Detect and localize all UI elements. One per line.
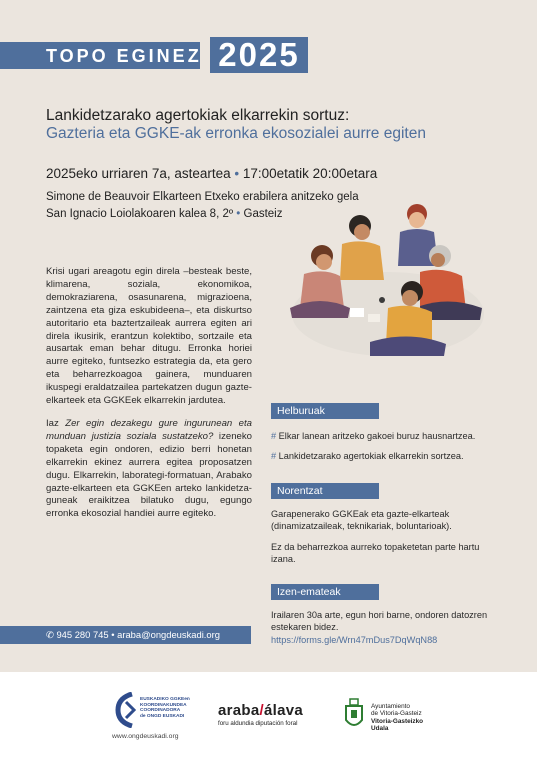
- group-illustration: [270, 196, 490, 366]
- helburuak-item-text: Lankidetzarako agertokiak elkarrekin sortzea.: [278, 451, 464, 461]
- body-paragraph-2: [46, 418, 252, 521]
- araba-logo-left: araba: [218, 702, 260, 719]
- helburuak-item: [271, 430, 491, 442]
- event-datetime: [46, 166, 377, 181]
- section-heading-helburuak: Helburuak: [271, 403, 379, 419]
- section-heading-izen-emateak: Izen-emateak: [271, 584, 379, 600]
- event-venue: Simone de Beauvoir Elkarteen Etxeko erabilera anitzeko gela: [46, 191, 359, 203]
- ayuntamiento-line: Vitoria-Gasteizko: [371, 717, 424, 725]
- izen-emateak-text: Irailaren 30a arte, egun hori barne, ondoren datozren estekaren bidez.: [271, 610, 488, 632]
- event-time: 17:00etatik 20:00etara: [242, 166, 378, 181]
- helburuak-item: [271, 450, 491, 462]
- hash-icon: #: [271, 431, 279, 441]
- event-address-line: [46, 208, 283, 220]
- person-face: [409, 212, 425, 228]
- body-p2-prefix: Iaz: [46, 417, 66, 429]
- registration-link[interactable]: https://forms.gle/Wrn47mDus7DqWqN88: [271, 635, 438, 645]
- bullet-separator: •: [236, 208, 244, 220]
- coordinadora-url[interactable]: www.ongdeuskadi.org: [112, 733, 179, 740]
- contact-email[interactable]: araba@ongdeuskadi.org: [117, 629, 220, 640]
- coordinadora-line: COORDINADORA: [140, 708, 181, 714]
- coordinadora-logo-icon: [112, 692, 136, 728]
- ayuntamiento-line: de Vitoria-Gasteiz: [371, 710, 422, 718]
- norentzat-text-1: Garapenerako GGKEak eta gazte-elkarteak (dinamizatzaileak, teknikariak, boluntarioak).: [271, 509, 452, 531]
- person-body: [340, 241, 384, 280]
- cup: [379, 297, 385, 303]
- event-address: San Ignacio Loiolakoaren kalea 8, 2º: [46, 208, 234, 220]
- bullet-separator: •: [234, 166, 243, 181]
- ayuntamiento-logo-text: [371, 703, 423, 732]
- ayuntamiento-line: Ayuntamiento: [371, 703, 410, 710]
- araba-logo-right: álava: [264, 702, 304, 719]
- city-coat-of-arms-icon: [343, 698, 365, 732]
- title-line-2: Gazteria eta GGKE-ak erronka ekosozialei aurre egiten: [46, 125, 426, 142]
- helburuak-item-text: Elkar lanean aritzeko gakoei buruz hausnartzea.: [278, 431, 476, 441]
- person-face: [354, 224, 370, 240]
- contact-bar: [0, 626, 251, 644]
- phone-icon: ✆: [46, 629, 57, 640]
- person-face: [431, 253, 445, 267]
- title-line-1: Lankidetzarako agertokiak elkarrekin sortuz:: [46, 107, 350, 124]
- banner-year: 2025: [210, 37, 308, 73]
- ayuntamiento-line: Udala: [371, 724, 389, 732]
- banner-label: TOPO EGINEZ: [46, 46, 202, 66]
- person-face: [316, 254, 332, 270]
- person-face: [402, 290, 418, 306]
- paper-sheet: [368, 314, 380, 322]
- body-text: [46, 266, 252, 531]
- hash-icon: #: [271, 451, 279, 461]
- event-city: Gasteiz: [243, 208, 283, 220]
- body-p2-italic: Zer egin dezakegu gure ingurunean eta munduan justizia soziala sustatzeko?: [46, 417, 252, 442]
- coordinadora-line: EUSKADIKO GGKEen: [140, 697, 190, 702]
- section-heading-norentzat: Norentzat: [271, 483, 379, 499]
- coordinadora-line: de ONGD EUSKADI: [140, 713, 185, 719]
- coordinadora-line: KOORDINAKUNDEA: [140, 702, 187, 708]
- logo-slash-icon: /: [259, 702, 264, 719]
- bullet-separator: •: [108, 629, 118, 640]
- body-paragraph-1: Krisi ugari areagotu egin direla –besteak beste, klimarena, soziala, ekonomikoa, demokraziarena, osasunarena, migrazioena, zaintzena eta giza eskubideena–, eta diskurtso autoritario eta baztertzaileak aurrera egiten ari direla ikusirik, erantzun kolektibo, sortzaile eta ausartak eman behar ditugu. Erronka horiei aurre egiteko, funtsezko estrategia da, eta gero eta beharrezkoagoa gainera, munduaren ikuspegi eraldatzailea partekatzen dugun gazte-elkarteek eta GGKEek elkarrekin jardutea.: [46, 266, 252, 407]
- coordinadora-logo-text: [140, 697, 190, 719]
- event-date: 2025eko urriaren 7a, asteartea: [46, 166, 231, 181]
- araba-logo: [218, 702, 303, 719]
- norentzat-text-2: Ez da beharrezkoa aurreko topaketetan parte hartu izana.: [271, 542, 480, 564]
- paper-sheet: [350, 308, 364, 317]
- body-p2-rest: izeneko topaketa egin ondoren, edizio berri honetan elkarrekin ekinez aurrera egitea proposatzen dugu. Elkarrekin, laborategi-formatuan, Arabako gazte-elkarteen eta GGKEen arteko lankidetza-guneak eraikitzea bilatuko dugu, egungo erronka ekosozial handiei aurre egiteko.: [46, 430, 252, 520]
- event-banner: [0, 37, 312, 73]
- contact-phone[interactable]: 945 280 745: [56, 629, 109, 640]
- araba-logo-subtitle: foru aldundia diputación foral: [218, 720, 298, 727]
